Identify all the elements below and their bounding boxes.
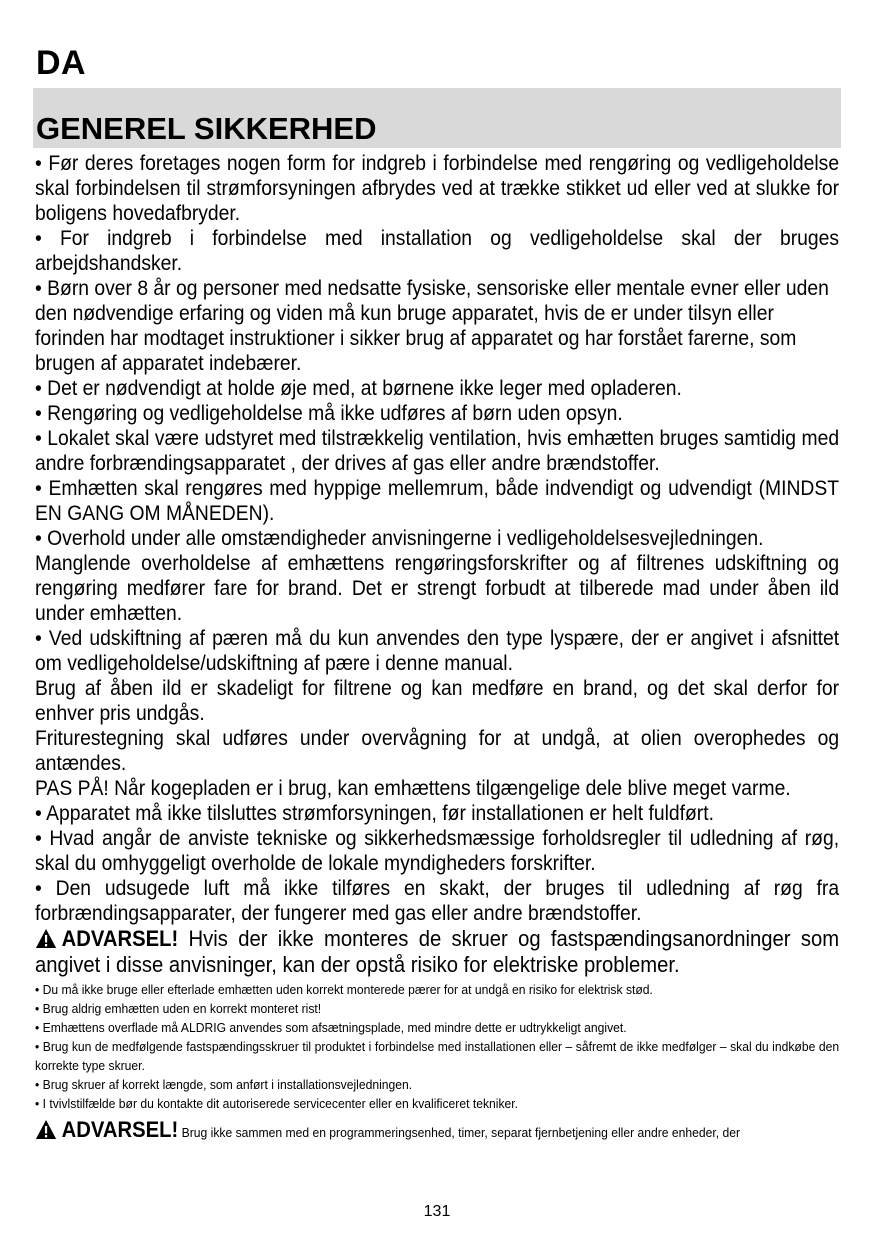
warning-paragraph xyxy=(35,926,839,978)
warning-text: Brug ikke sammen med en programmeringsenhed, timer, separat fjernbetjening eller andre enheder, der xyxy=(178,1125,741,1140)
document-body xyxy=(35,151,839,1146)
warning-text: Hvis der ikke monteres de skruer og fastspændingsanordninger som angivet i disse anvisninger, kan der opstå risiko for elektriske problemer. xyxy=(35,926,840,977)
paragraph: • Rengøring og vedligeholdelse må ikke udføres af børn uden opsyn. xyxy=(35,402,623,425)
paragraph: Manglende overholdelse af emhættens rengøringsforskrifter og af filtrenes udskiftning og rengøring medfører fare for brand. Det er strengt forbudt at tilberede mad under åben ild under emhætten. xyxy=(35,552,840,625)
warning-triangle-icon xyxy=(35,1119,57,1140)
paragraph: Friturestegning skal udføres under overvågning for at undgå, at olien overophedes og antændes. xyxy=(35,727,840,775)
section-title: GENEREL SIKKERHED xyxy=(36,111,377,146)
paragraph: • Apparatet må ikke tilsluttes strømforsyningen, før installationen er helt fuldført. xyxy=(35,802,714,825)
paragraph: • Hvad angår de anviste tekniske og sikkerhedsmæssige forholdsregler til udledning af røg, skal du omhyggeligt overholde de lokale myndigheders forskrifter. xyxy=(35,827,840,875)
warning-triangle-icon xyxy=(35,928,57,949)
paragraph: • Overhold under alle omstændigheder anvisningerne i vedligeholdelsesvejledningen. xyxy=(35,527,764,550)
paragraph: • Lokalet skal være udstyret med tilstrækkelig ventilation, hvis emhætten bruges samtidig med andre forbrændingsapparatet , der drives af gas eller andre brændstoffer. xyxy=(35,427,840,475)
paragraph: • Det er nødvendigt at holde øje med, at børnene ikke leger med opladeren. xyxy=(35,377,682,400)
warning-label: ADVARSEL! xyxy=(61,1117,179,1142)
language-code: DA xyxy=(36,44,87,82)
paragraph: • Ved udskiftning af pæren må du kun anvendes den type lyspære, der er angivet i afsnittet om vedligeholdelse/udskiftning af pære i denne manual. xyxy=(35,627,840,675)
warning-label: ADVARSEL! xyxy=(61,926,179,951)
paragraph: • Før deres foretages nogen form for indgreb i forbindelse med rengøring og vedligeholdelse skal forbindelsen til strømforsyningen afbrydes ved at trække stikket ud eller ved at slukke for boligens hovedafbryder. xyxy=(35,152,840,225)
list-item: • Brug skruer af korrekt længde, som anført i installationsvejledningen. xyxy=(35,1077,413,1092)
paragraph: • Børn over 8 år og personer med nedsatte fysiske, sensoriske eller mentale evner eller uden den nødvendige erfaring og viden må kun bruge apparatet, hvis de er under tilsyn eller forinden har modtaget instruktioner i sikker brug af apparatet og har forstået farerne, som brugen af apparatet indebærer. xyxy=(35,277,829,375)
paragraph: • Den udsugede luft må ikke tilføres en skakt, der bruges til udledning af røg fra forbrændingsapparater, der fungerer med gas eller andre brændstoffer. xyxy=(35,877,840,925)
paragraph: • For indgreb i forbindelse med installation og vedligeholdelse skal der bruges arbejdshandsker. xyxy=(35,227,840,275)
page-number: 131 xyxy=(423,1203,451,1220)
paragraph: • Emhætten skal rengøres med hyppige mellemrum, både indvendigt og udvendigt (MINDST EN GANG OM MÅNEDEN). xyxy=(35,477,840,525)
list-item: • Emhættens overflade må ALDRIG anvendes som afsætningsplade, med mindre dette er udtrykkeligt angivet. xyxy=(35,1020,627,1035)
list-item: • Brug kun de medfølgende fastspændingsskruer til produktet i forbindelse med installationen eller – såfremt de ikke medfølger – skal du indkøbe den korrekte type skruer. xyxy=(35,1039,840,1073)
warning-paragraph xyxy=(35,1117,839,1146)
paragraph: PAS PÅ! Når kogepladen er i brug, kan emhættens tilgængelige dele blive meget varme. xyxy=(35,777,791,800)
list-item: • Brug aldrig emhætten uden en korrekt monteret rist! xyxy=(35,1001,322,1016)
list-item: • Du må ikke bruge eller efterlade emhætten uden korrekt monterede pærer for at undgå en risiko for elektrisk stød. xyxy=(35,982,653,997)
small-print-list xyxy=(35,980,839,1113)
paragraph: Brug af åben ild er skadeligt for filtrene og kan medføre en brand, og det skal derfor for enhver pris undgås. xyxy=(35,677,840,725)
list-item: • I tvivlstilfælde bør du kontakte dit autoriserede servicecenter eller en kvalificeret tekniker. xyxy=(35,1096,519,1111)
